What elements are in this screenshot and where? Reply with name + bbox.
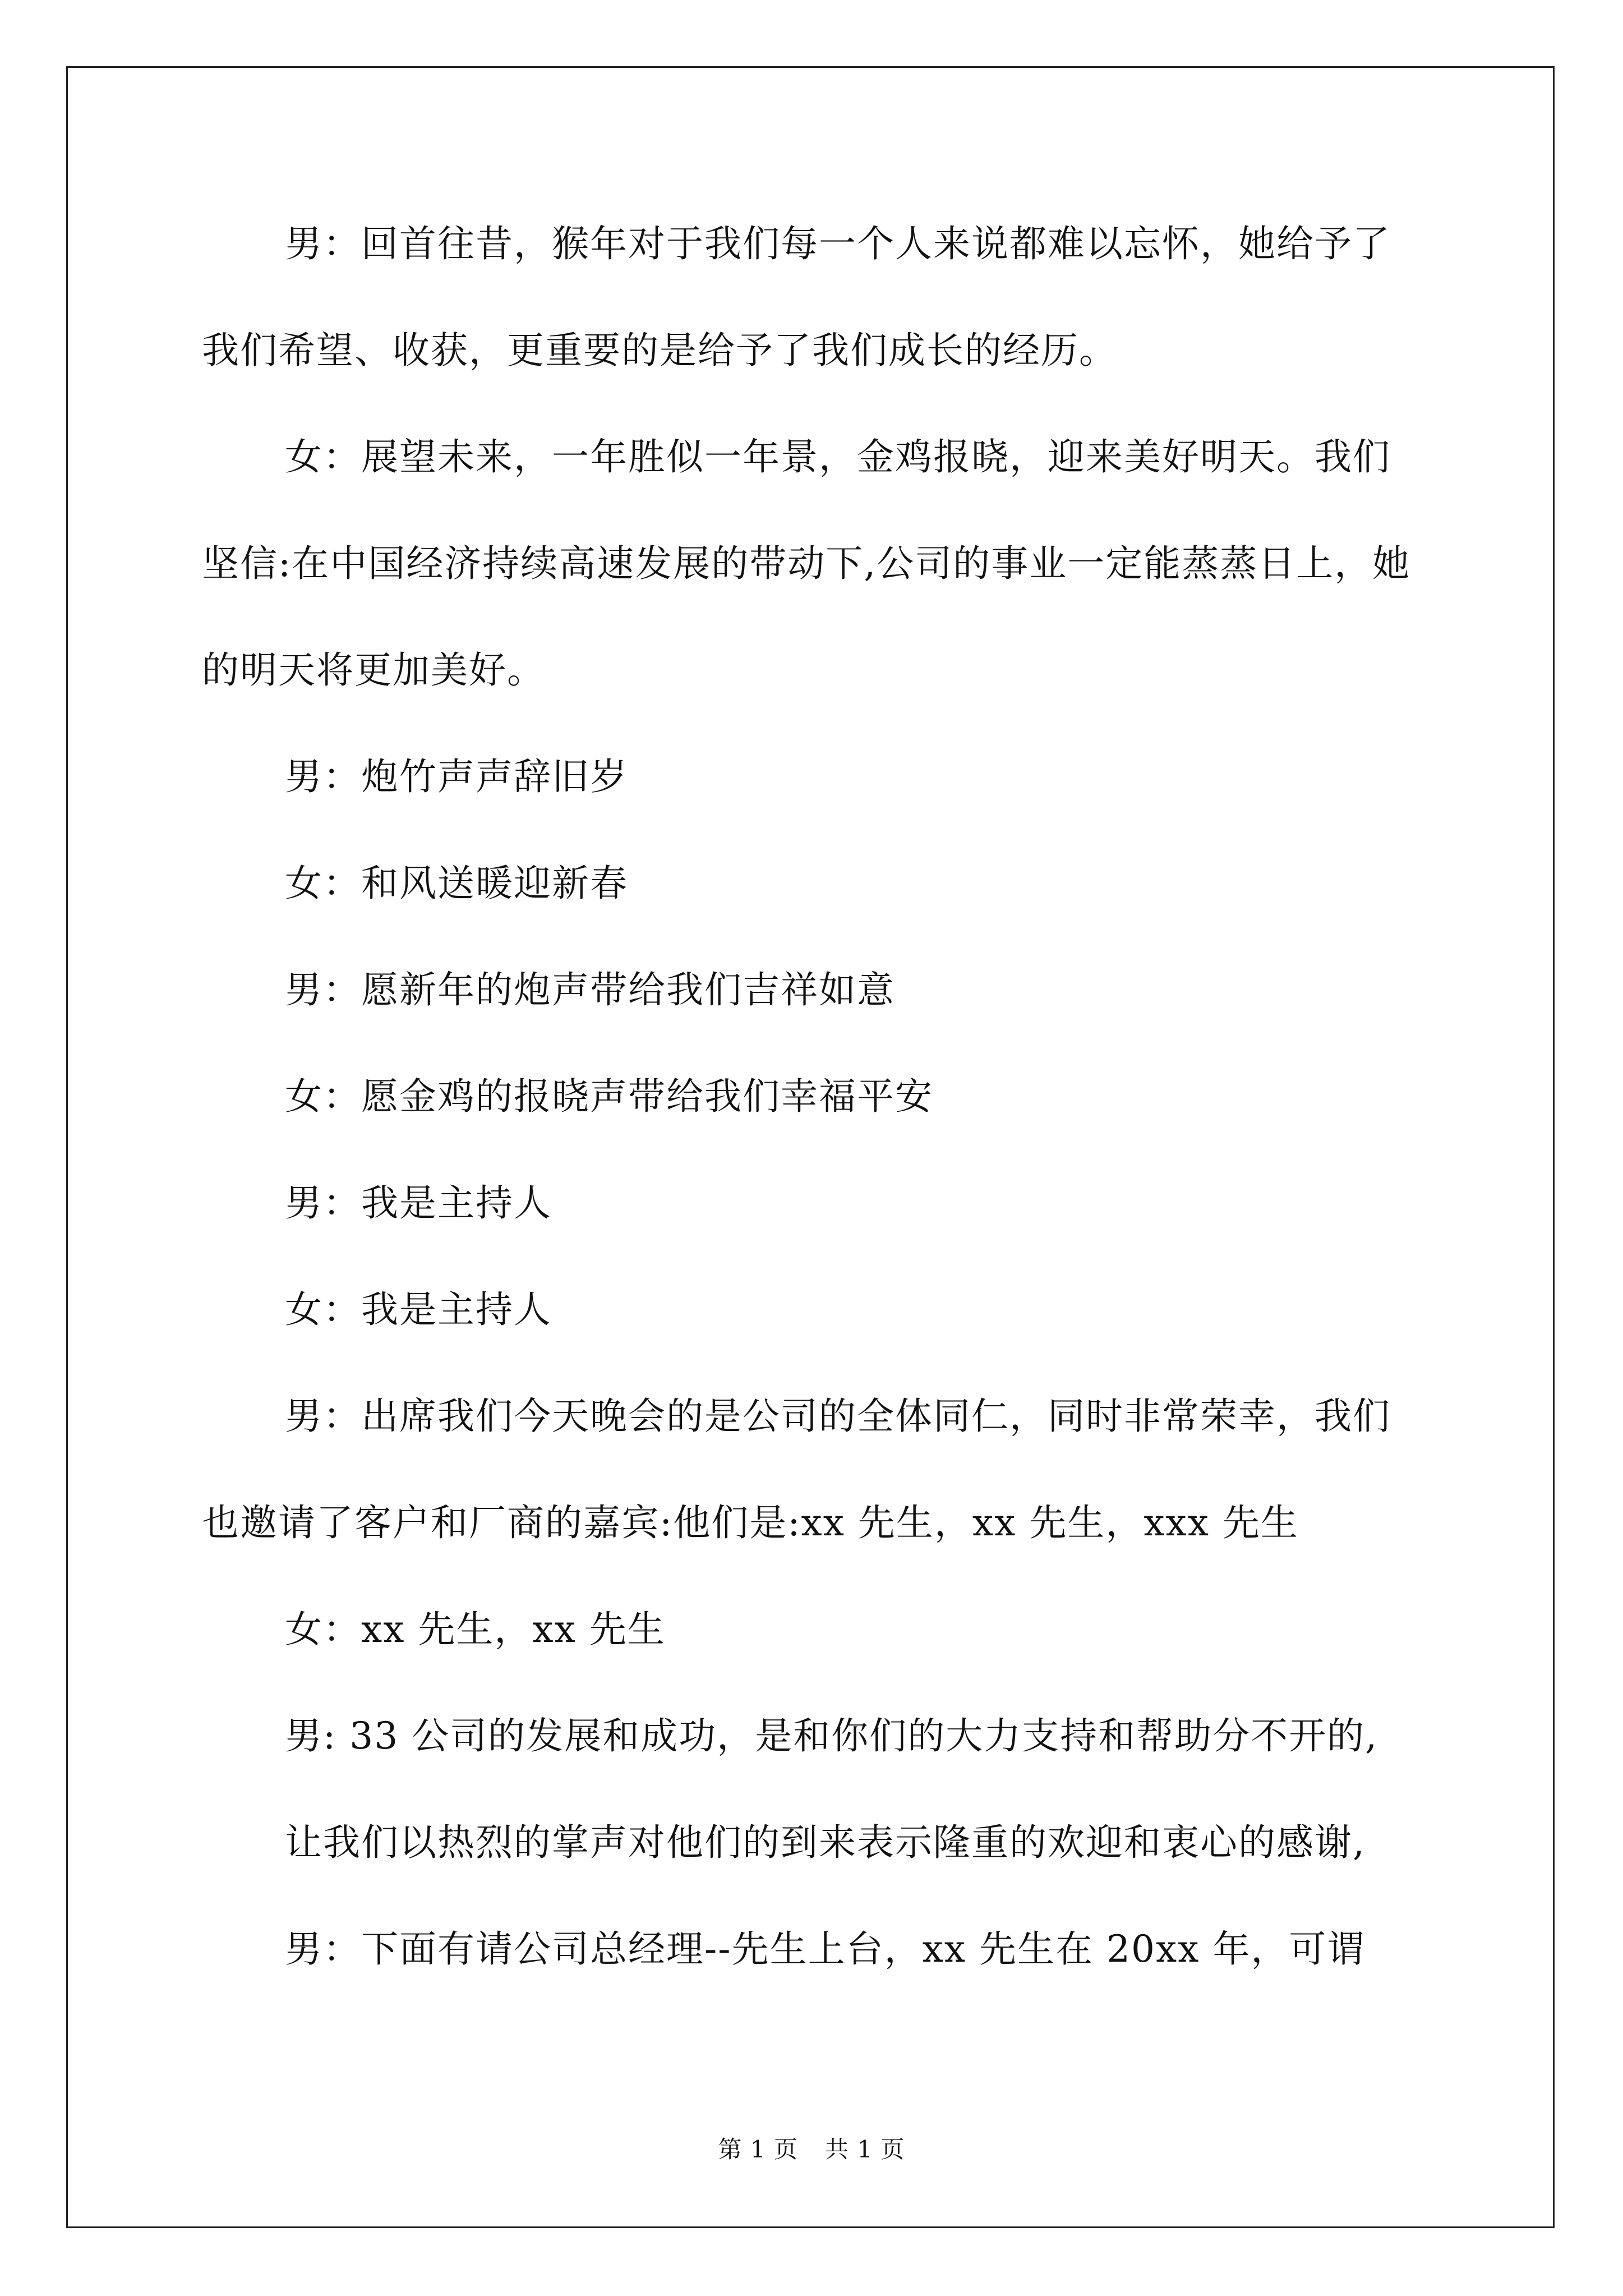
- paragraph-5: 男：愿新年的炮声带给我们吉祥如意: [285, 968, 895, 1011]
- page-number-current: 第 1 页: [718, 2136, 798, 2163]
- page-footer: [0, 2133, 1623, 2166]
- paragraph-1: 男：回首往昔，猴年对于我们每一个人来说都难以忘怀，她给予了我们希望、收获，更重要的是给予了我们成长的经历。: [202, 222, 1391, 372]
- paragraph-2: 女：展望未来，一年胜似一年景，金鸡报晓，迎来美好明天。我们坚信:在中国经济持续高速发展的带动下,公司的事业一定能蒸蒸日上，她的明天将更加美好。: [202, 435, 1411, 692]
- paragraph-9: 男：出席我们今天晚会的是公司的全体同仁，同时非常荣幸，我们也邀请了客户和厂商的嘉宾:他们是:xx 先生，xx 先生，xxx 先生: [202, 1395, 1391, 1544]
- document-body: [202, 191, 1422, 2003]
- paragraph-8: 女：我是主持人: [285, 1288, 552, 1331]
- paragraph-13: 男：下面有请公司总经理--先生上台，xx 先生在 20xx 年，可谓: [285, 1927, 1366, 1971]
- paragraph-11: 男: 33 公司的发展和成功，是和你们的大力支持和帮助分不开的,: [285, 1714, 1378, 1757]
- paragraph-4: 女：和风送暖迎新春: [285, 862, 628, 905]
- page-number-total: 共 1 页: [825, 2136, 905, 2163]
- paragraph-10: 女：xx 先生，xx 先生: [285, 1608, 666, 1651]
- paragraph-3: 男：炮竹声声辞旧岁: [285, 755, 628, 798]
- paragraph-12: 让我们以热烈的掌声对他们的到来表示隆重的欢迎和衷心的感谢,: [285, 1821, 1366, 1864]
- paragraph-7: 男：我是主持人: [285, 1181, 552, 1225]
- paragraph-6: 女：愿金鸡的报晓声带给我们幸福平安: [285, 1075, 933, 1118]
